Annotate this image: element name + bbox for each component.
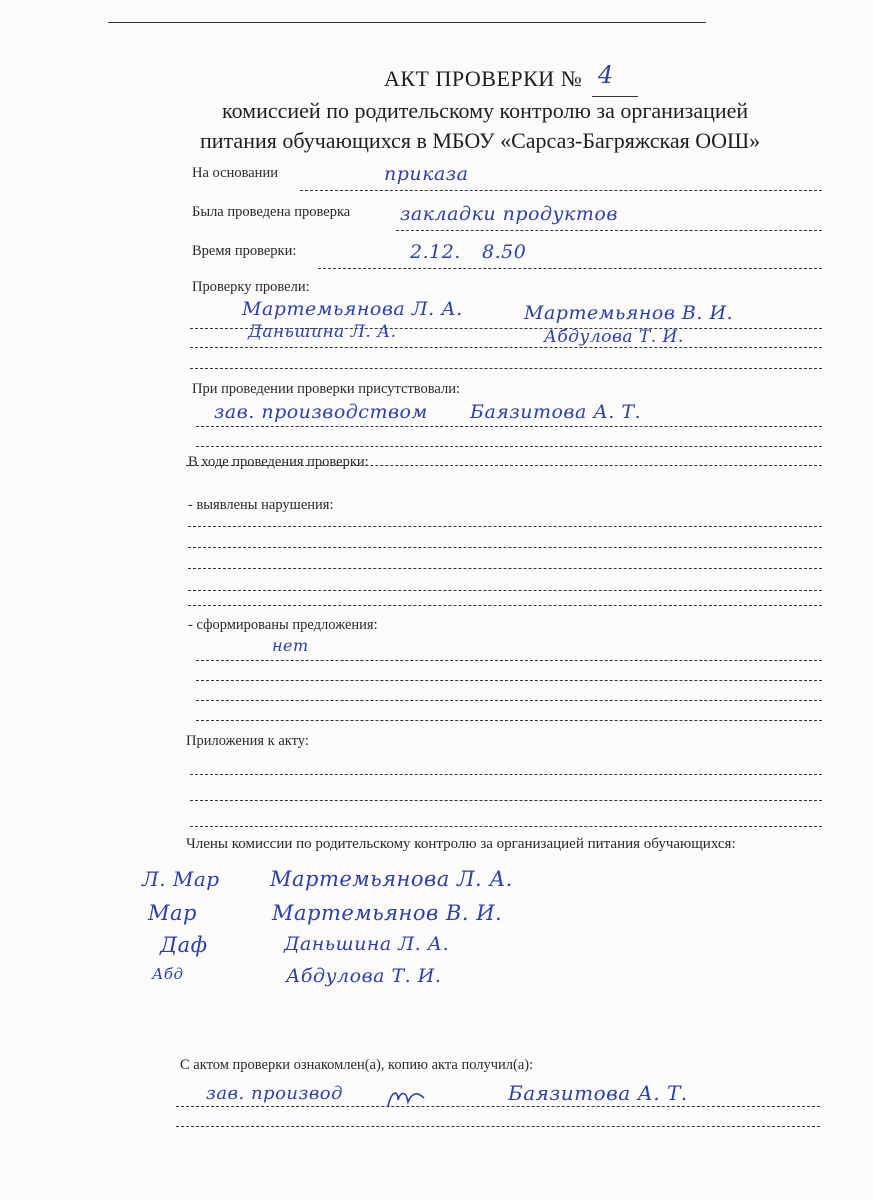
violations-label: - выявлены нарушения: [188,497,334,513]
document-number: 4 [598,61,614,89]
basis-value: приказа [384,163,469,185]
member-name: Даньшина Л. А. [284,933,450,955]
attachments-label: Приложения к акту: [186,733,309,749]
signature-mark-icon [384,1086,430,1112]
present-line [196,446,822,447]
acknowledgement-line [176,1106,820,1107]
check-type-value: закладки продуктов [400,203,618,225]
violations-line [188,605,822,606]
basis-label: На основании [192,165,278,181]
member-name: Мартемьянова Л. А. [270,867,513,891]
member-signature: Л. Мар [142,867,220,891]
subtitle-line2: питания обучающихся в МБОУ «Сарсаз-Багряжская ООШ» [200,128,761,153]
time-label: Время проверки: [192,243,297,259]
document-title: АКТ ПРОВЕРКИ № [384,66,583,91]
check-type-line [396,230,822,231]
number-underline [592,96,638,97]
acknowledgement-label: С актом проверки ознакомлен(а), копию акта получил(а): [180,1057,534,1073]
present-line [196,426,822,427]
findings-label: В ходе проведения проверки: [188,454,369,470]
inspector-name: Абдулова Т. И. [544,327,684,347]
inspectors-line [190,368,822,369]
proposals-value: нет [272,636,309,655]
acknowledgement-position: зав. производ [206,1083,344,1104]
acknowledgement-name: Баязитова А. Т. [508,1081,688,1105]
check-type-label: Была проведена проверка [192,204,351,220]
subtitle-line1: комиссией по родительскому контролю за организацией [222,98,749,123]
inspectors-label: Проверку провели: [192,279,310,295]
attachments-line [190,800,822,801]
acknowledgement-line [176,1126,820,1127]
inspector-name: Мартемьянова Л. А. [242,298,463,320]
time-date: 2.12. [410,241,461,263]
attachments-line [190,774,822,775]
violations-line [188,526,822,527]
proposals-line [196,680,822,681]
present-position: зав. производством [214,401,428,423]
inspector-name: Мартемьянов В. И. [524,302,734,324]
members-label: Члены комиссии по родительскому контролю за организацией питания обучающихся: [186,836,736,852]
attachments-line [190,826,822,827]
member-name: Мартемьянов В. И. [272,901,503,925]
top-rule [108,22,706,23]
member-signature: Мар [148,901,197,925]
time-hour: 8.50 [482,241,527,263]
member-signature: Даф [160,933,208,957]
basis-line [300,190,822,191]
violations-line [188,547,822,548]
proposals-line [196,660,822,661]
proposals-line [196,720,822,721]
member-signature: Абд [152,965,184,983]
member-name: Абдулова Т. И. [286,965,442,987]
inspectors-line [190,347,822,348]
time-line [318,268,822,269]
present-label: При проведении проверки присутствовали: [192,381,461,397]
violations-line [188,568,822,569]
proposals-line [196,700,822,701]
inspector-name: Даньшина Л. А. [248,322,397,342]
violations-line [188,590,822,591]
proposals-label: - сформированы предложения: [188,617,378,633]
present-name: Баязитова А. Т. [470,401,642,423]
